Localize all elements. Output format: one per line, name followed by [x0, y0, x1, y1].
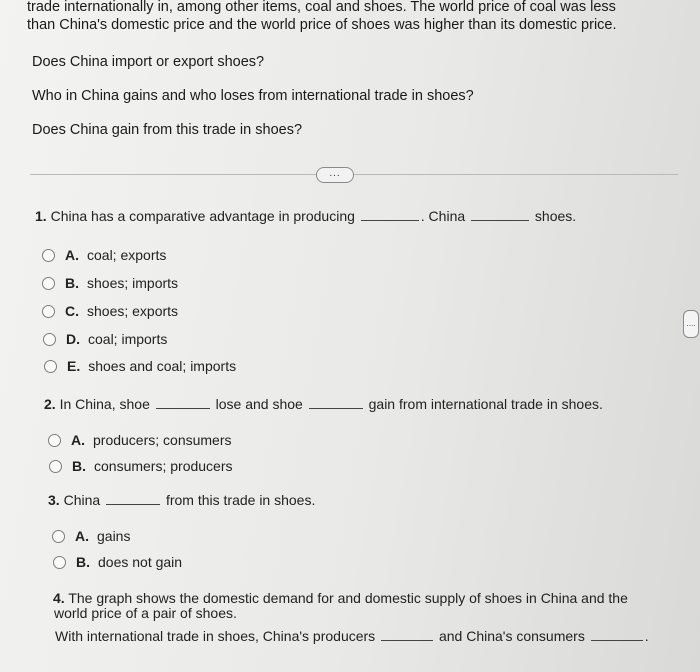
question-2-text-c: gain from international trade in shoes.	[368, 396, 603, 412]
option-letter: B.	[76, 554, 90, 570]
question-2-text-a: In China, shoe	[59, 396, 150, 412]
question-3	[48, 492, 315, 508]
question-1-blank-1	[361, 219, 419, 221]
question-2-text-b: lose and shoe	[215, 396, 303, 412]
question-1-text-a: China has a comparative advantage in producing	[50, 208, 355, 224]
question-1-blank-2	[471, 219, 529, 221]
question-1-text-b: . China	[420, 208, 466, 224]
question-4-blank-2	[591, 639, 643, 641]
q1-option-d[interactable]	[43, 331, 167, 347]
option-label: shoes; exports	[87, 303, 179, 319]
intro-question-gains-losses: Who in China gains and who loses from international trade in shoes?	[32, 88, 474, 104]
question-1	[35, 208, 576, 224]
question-1-number: 1.	[35, 208, 47, 224]
option-label: gains	[97, 528, 131, 544]
option-letter: E.	[67, 358, 81, 374]
side-panel-handle[interactable]: ....	[683, 310, 699, 338]
question-2-blank-1	[156, 407, 210, 409]
radio-button[interactable]	[48, 434, 61, 447]
intro-question-china-gain: Does China gain from this trade in shoes?	[32, 122, 303, 138]
radio-button[interactable]	[42, 249, 55, 262]
option-label: shoes; imports	[87, 275, 179, 291]
question-3-text-a: China	[63, 492, 101, 508]
q1-option-b[interactable]	[42, 275, 178, 291]
section-divider	[30, 174, 678, 175]
option-letter: B.	[72, 458, 86, 474]
option-label: coal; exports	[87, 247, 167, 263]
q1-option-c[interactable]	[42, 303, 178, 319]
question-3-blank	[106, 503, 160, 505]
question-2-blank-2	[309, 407, 363, 409]
question-4-line-3	[55, 628, 649, 644]
question-4-number: 4.	[53, 590, 65, 606]
question-4-line-1	[53, 590, 628, 606]
q2-option-b[interactable]	[49, 458, 233, 474]
option-letter: C.	[65, 303, 79, 319]
intro-line-1: trade internationally in, among other items, coal and shoes. The world price of coal was less	[27, 0, 616, 15]
question-1-text-c: shoes.	[534, 208, 577, 224]
question-4-text-a: With international trade in shoes, China's producers	[55, 628, 376, 644]
question-4-blank-1	[381, 639, 433, 641]
radio-button[interactable]	[44, 360, 57, 373]
q1-option-a[interactable]	[42, 247, 166, 263]
option-letter: A.	[75, 528, 89, 544]
option-label: coal; imports	[88, 331, 168, 347]
expand-more-button[interactable]: ...	[316, 167, 354, 183]
radio-button[interactable]	[52, 530, 65, 543]
question-3-text-b: from this trade in shoes.	[165, 492, 316, 508]
option-label: consumers; producers	[94, 458, 233, 474]
radio-button[interactable]	[42, 277, 55, 290]
radio-button[interactable]	[49, 460, 62, 473]
radio-button[interactable]	[43, 333, 56, 346]
option-label: shoes and coal; imports	[88, 358, 237, 374]
question-3-number: 3.	[48, 492, 60, 508]
question-2	[44, 396, 603, 412]
q3-option-a[interactable]	[52, 528, 130, 544]
intro-line-2: than China's domestic price and the world price of shoes was higher than its domestic price.	[27, 17, 617, 33]
question-2-number: 2.	[44, 396, 56, 412]
option-letter: A.	[65, 247, 79, 263]
radio-button[interactable]	[53, 556, 66, 569]
question-4-text-b: and China's consumers	[438, 628, 585, 644]
question-4-line-2: world price of a pair of shoes.	[54, 605, 237, 621]
intro-question-import-export: Does China import or export shoes?	[32, 54, 265, 70]
option-letter: A.	[71, 432, 85, 448]
radio-button[interactable]	[42, 305, 55, 318]
option-letter: D.	[66, 331, 80, 347]
option-label: producers; consumers	[93, 432, 232, 448]
q1-option-e[interactable]	[44, 358, 236, 374]
question-4-text-1: The graph shows the domestic demand for and domestic supply of shoes in China and the	[68, 590, 628, 606]
option-letter: B.	[65, 275, 79, 291]
q3-option-b[interactable]	[53, 554, 182, 570]
question-4-text-c: .	[644, 628, 649, 644]
option-label: does not gain	[98, 554, 183, 570]
q2-option-a[interactable]	[48, 432, 232, 448]
